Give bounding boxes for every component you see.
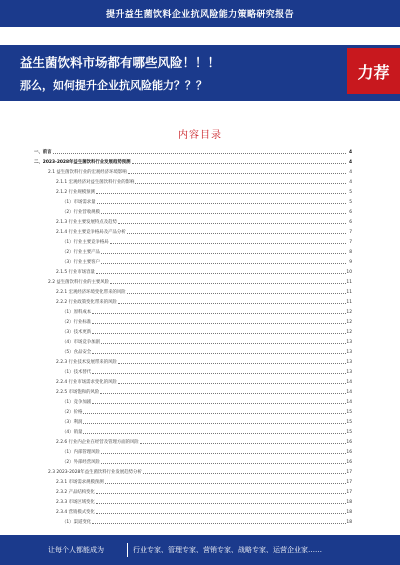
toc-leader-dots xyxy=(110,283,346,284)
toc-leader-dots xyxy=(105,483,346,484)
toc-entry[interactable] xyxy=(56,215,352,225)
toc-leader-dots xyxy=(96,503,346,504)
footer-slogan: 让每个人都能成为 xyxy=(48,546,104,554)
toc-entry-page: 12 xyxy=(346,310,352,315)
toc-entry[interactable] xyxy=(62,195,352,205)
hero-banner xyxy=(0,45,400,101)
toc-entry-label: 2.1.3 行业主要发展特点及趋势 xyxy=(56,220,117,225)
toc-entry-label: 2.1.5 行业市场容量 xyxy=(56,270,95,275)
toc-leader-dots xyxy=(92,353,346,354)
toc-leader-dots xyxy=(128,173,346,174)
toc-leader-dots xyxy=(101,213,346,214)
toc-entry-label: （3）技术更新 xyxy=(62,330,92,335)
toc-entry[interactable] xyxy=(56,435,352,445)
toc-leader-dots xyxy=(83,433,346,434)
toc-leader-dots xyxy=(101,343,346,344)
toc-entry[interactable] xyxy=(62,305,352,315)
banner-headline: 益生菌饮料市场都有哪些风险！！！ xyxy=(20,55,221,70)
toc-entry[interactable] xyxy=(62,395,352,405)
toc-entry[interactable] xyxy=(56,265,352,275)
toc-entry[interactable] xyxy=(62,335,352,345)
toc-entry-page: 16 xyxy=(346,460,352,465)
toc-entry-label: （4）市场竞争加剧 xyxy=(62,340,100,345)
toc-entry-page: 17 xyxy=(346,490,352,495)
toc-entry-label: 2.2.5 市场饱和的风险 xyxy=(56,390,100,395)
toc-leader-dots xyxy=(92,523,346,524)
toc-entry-label: （5）食品安全 xyxy=(62,350,92,355)
toc-entry-page: 11 xyxy=(346,300,352,305)
toc-entry-label: （1）市场需求量 xyxy=(62,200,96,205)
toc-entry-label: （1）技术替代 xyxy=(62,370,92,375)
toc-entry[interactable] xyxy=(62,405,352,415)
toc-leader-dots xyxy=(118,303,346,304)
toc-entry[interactable] xyxy=(34,145,352,155)
banner-subheadline: 那么，如何提升企业抗风险能力？？？ xyxy=(20,79,207,92)
toc-entry-label: 2.1 益生菌饮料行业的宏观经济环境影响 xyxy=(48,170,127,175)
toc-entry[interactable] xyxy=(62,515,352,525)
toc-entry-label: 2.2.4 行业市场需求变化的风险 xyxy=(56,380,117,385)
report-header-bar xyxy=(0,0,400,27)
toc-entry-label: 2.1.4 行业主要竞争格局及产品分析 xyxy=(56,230,126,235)
toc-entry[interactable] xyxy=(62,315,352,325)
toc-entry-label: （1）内部管理风险 xyxy=(62,450,100,455)
toc-leader-dots xyxy=(92,323,346,324)
toc-leader-dots xyxy=(101,253,346,254)
toc-leader-dots xyxy=(53,153,346,154)
toc-leader-dots xyxy=(92,403,346,404)
toc-entry[interactable] xyxy=(62,235,352,245)
toc-entry[interactable] xyxy=(62,415,352,425)
toc-entry-label: （4）销量 xyxy=(62,430,83,435)
toc-entry-page: 15 xyxy=(346,430,352,435)
toc-entry[interactable] xyxy=(56,355,352,365)
toc-entry[interactable] xyxy=(62,445,352,455)
toc-leader-dots xyxy=(92,333,346,334)
toc-entry-page: 10 xyxy=(346,270,352,275)
toc-entry-page: 14 xyxy=(346,380,352,385)
toc-leader-dots xyxy=(135,183,346,184)
toc-entry[interactable] xyxy=(62,345,352,355)
toc-leader-dots xyxy=(96,193,346,194)
toc-leader-dots xyxy=(101,463,346,464)
toc-entry-page: 13 xyxy=(346,370,352,375)
toc-entry-page: 13 xyxy=(346,360,352,365)
toc-leader-dots xyxy=(96,273,346,274)
toc-entry[interactable] xyxy=(56,475,352,485)
toc-entry-label: （2）价格 xyxy=(62,410,83,415)
toc-leader-dots xyxy=(92,373,346,374)
toc-entry-page: 5 xyxy=(349,200,352,205)
toc-leader-dots xyxy=(101,453,346,454)
toc-entry-label: 二、2023-2028年益生菌饮料行业发展趋势预测 xyxy=(34,160,131,165)
toc-leader-dots xyxy=(127,233,346,234)
toc-entry-label: 2.1.1 宏观经济对益生菌饮料行业的影响 xyxy=(56,180,135,185)
toc-leader-dots xyxy=(101,263,346,264)
toc-entry-page: 16 xyxy=(346,440,352,445)
toc-entry[interactable] xyxy=(62,365,352,375)
toc-entry[interactable] xyxy=(62,205,352,215)
toc-entry[interactable] xyxy=(48,275,352,285)
toc-entry-label: 2.2.1 宏观经济环境变化带来的风险 xyxy=(56,290,126,295)
toc-leader-dots xyxy=(143,473,346,474)
toc-entry[interactable] xyxy=(56,285,352,295)
toc-entry[interactable] xyxy=(48,465,352,475)
toc-entry-page: 8 xyxy=(349,250,352,255)
toc-entry-label: 2.3.3 市场区域变化 xyxy=(56,500,95,505)
toc-entry-page: 13 xyxy=(346,350,352,355)
toc-entry[interactable] xyxy=(62,455,352,465)
toc-entry-label: 2.3.4 营销模式变化 xyxy=(56,510,95,515)
toc-entry-label: （2）行业营收规模 xyxy=(62,210,100,215)
toc-entry[interactable] xyxy=(56,175,352,185)
toc-entry-label: 2.3 2023-2028年益生菌饮料行业发展趋势分析 xyxy=(48,470,142,475)
toc-entry[interactable] xyxy=(62,245,352,255)
toc-entry-page: 4 xyxy=(349,170,352,175)
footer-roles: 行业专家、管理专家、营销专家、战略专家、运营企业家…… xyxy=(133,546,322,554)
toc-entry[interactable] xyxy=(56,185,352,195)
toc-entry-page: 11 xyxy=(346,280,352,285)
toc-entry-label: （2）行业主要产品 xyxy=(62,250,100,255)
toc-entry-page: 15 xyxy=(346,420,352,425)
toc-leader-dots xyxy=(83,423,346,424)
toc-entry-page: 18 xyxy=(346,520,352,525)
toc-entry-label: 2.2.6 行业内企业在经营及管理方面的风险 xyxy=(56,440,139,445)
toc-leader-dots xyxy=(92,313,346,314)
toc-entry-label: （1）竞争加剧 xyxy=(62,400,92,405)
toc-entry-page: 6 xyxy=(349,220,352,225)
toc-entry-label: 2.3.1 市场需求规模预测 xyxy=(56,480,104,485)
toc-leader-dots xyxy=(132,163,346,164)
toc-entry[interactable] xyxy=(48,165,352,175)
toc-leader-dots xyxy=(127,293,346,294)
footer-bar xyxy=(0,535,400,565)
brand-badge: 力荐 xyxy=(347,48,400,94)
toc-entry-label: （3）行业主要客户 xyxy=(62,260,100,265)
toc-entry-label: 一、前言 xyxy=(34,150,52,155)
toc-leader-dots xyxy=(97,203,346,204)
toc-leader-dots xyxy=(140,443,346,444)
toc-entry-page: 18 xyxy=(346,500,352,505)
toc-entry-page: 9 xyxy=(349,260,352,265)
toc-leader-dots xyxy=(118,363,346,364)
toc-entry-page: 7 xyxy=(349,230,352,235)
toc-leader-dots xyxy=(100,393,346,394)
toc-entry-label: （2）行业标准 xyxy=(62,320,92,325)
toc-title: 内容目录 xyxy=(178,130,222,141)
toc-entry[interactable] xyxy=(56,385,352,395)
toc-leader-dots xyxy=(96,493,346,494)
toc-entry-page: 18 xyxy=(346,510,352,515)
report-title: 提升益生菌饮料企业抗风险能力策略研究报告 xyxy=(105,10,294,20)
toc-entry-label: 2.2.2 行业政策变化带来的风险 xyxy=(56,300,117,305)
toc-entry-label: 2.2 益生菌饮料行业的主要风险 xyxy=(48,280,110,285)
toc-entry-page: 17 xyxy=(346,470,352,475)
toc-entry-label: 2.3.2 产品结构变化 xyxy=(56,490,95,495)
toc-leader-dots xyxy=(96,513,346,514)
toc-entry[interactable] xyxy=(56,225,352,235)
toc-entry-page: 14 xyxy=(346,390,352,395)
toc-entry-label: 2.1.2 行业规模预测 xyxy=(56,190,95,195)
toc-entry-page: 12 xyxy=(346,330,352,335)
toc-leader-dots xyxy=(118,383,346,384)
toc-entry-page: 17 xyxy=(346,480,352,485)
toc-entry[interactable] xyxy=(56,505,352,515)
toc-entry-label: 2.2.3 行业技术发展带来的风险 xyxy=(56,360,117,365)
toc-entry[interactable] xyxy=(56,485,352,495)
toc-entry-page: 13 xyxy=(346,340,352,345)
toc-leader-dots xyxy=(118,223,346,224)
toc-entry-page: 4 xyxy=(348,160,352,165)
toc-entry[interactable] xyxy=(56,495,352,505)
toc-entry-label: （1）行业主要竞争格局 xyxy=(62,240,109,245)
toc-entry[interactable] xyxy=(62,255,352,265)
toc-leader-dots xyxy=(110,243,346,244)
toc-entry[interactable] xyxy=(56,295,352,305)
toc-entry-page: 11 xyxy=(346,290,352,295)
toc-entry-page: 7 xyxy=(349,240,352,245)
toc-entry[interactable] xyxy=(56,375,352,385)
toc-entry-page: 15 xyxy=(346,410,352,415)
toc-entry-label: （1）渠道变化 xyxy=(62,520,92,525)
toc-entry-page: 16 xyxy=(346,450,352,455)
toc-entry[interactable] xyxy=(62,425,352,435)
toc-entry-page: 6 xyxy=(349,210,352,215)
footer-divider xyxy=(127,543,128,557)
toc-entry-page: 14 xyxy=(346,400,352,405)
toc-leader-dots xyxy=(83,413,346,414)
toc-entry-page: 5 xyxy=(349,190,352,195)
toc-entry-label: （1）原料成本 xyxy=(62,310,92,315)
toc-entry-label: （2）外部经营风险 xyxy=(62,460,100,465)
toc-entry-label: （3）利润 xyxy=(62,420,83,425)
toc-entry[interactable] xyxy=(62,325,352,335)
toc-entry[interactable] xyxy=(34,155,352,165)
toc-entry-page: 4 xyxy=(349,180,352,185)
toc-entry-page: 4 xyxy=(348,150,352,155)
toc-entry-page: 12 xyxy=(346,320,352,325)
